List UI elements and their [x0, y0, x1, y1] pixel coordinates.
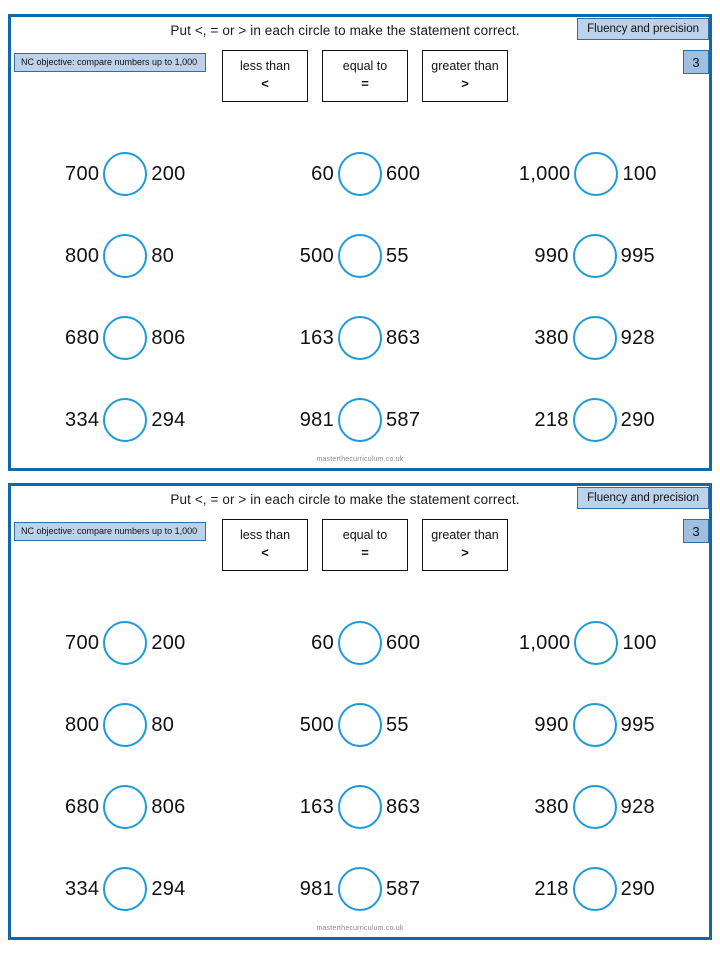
problem-cell: [21, 621, 256, 665]
key-box-label: equal to: [342, 59, 388, 73]
answer-circle[interactable]: [338, 234, 382, 278]
key-box-less-than: [222, 519, 308, 571]
left-number: 380: [534, 327, 569, 349]
answer-circle[interactable]: [574, 621, 618, 665]
problem-grid: [11, 115, 709, 461]
right-number: 863: [386, 327, 421, 349]
problem-cell: [468, 785, 699, 829]
left-number: 1,000: [518, 632, 571, 654]
right-number: 200: [151, 163, 186, 185]
left-number: 981: [299, 409, 334, 431]
problem-cell: [21, 398, 256, 442]
right-number: 995: [620, 714, 655, 736]
problem-cell: [256, 867, 469, 911]
right-number: 806: [151, 327, 186, 349]
answer-circle[interactable]: [103, 152, 147, 196]
greater-than-icon: >: [461, 76, 469, 92]
answer-circle[interactable]: [103, 398, 147, 442]
problem-cell: [21, 785, 256, 829]
left-number: 334: [65, 409, 100, 431]
answer-circle[interactable]: [338, 867, 382, 911]
problem-row: [21, 848, 699, 930]
answer-circle[interactable]: [103, 234, 147, 278]
left-number: 163: [299, 796, 334, 818]
problem-cell: [21, 703, 256, 747]
footer-watermark: masterthecurriculum.co.uk: [316, 925, 404, 932]
lesson-number-badge: 3: [683, 519, 709, 543]
problem-row: [21, 215, 699, 297]
left-number: 60: [311, 163, 334, 185]
right-number: 587: [386, 409, 421, 431]
worksheet-panel-2: [8, 483, 712, 940]
problem-row: [21, 684, 699, 766]
greater-than-icon: >: [461, 545, 469, 561]
key-box-less-than: [222, 50, 308, 102]
answer-circle[interactable]: [103, 621, 147, 665]
equals-icon: =: [361, 76, 369, 92]
left-number: 500: [299, 245, 334, 267]
problem-cell: [256, 398, 469, 442]
problem-row: [21, 297, 699, 379]
left-number: 500: [299, 714, 334, 736]
answer-circle[interactable]: [338, 621, 382, 665]
key-box-greater-than: [422, 50, 508, 102]
left-number: 218: [534, 409, 569, 431]
problem-cell: [468, 621, 699, 665]
left-number: 163: [299, 327, 334, 349]
problem-cell: [256, 785, 469, 829]
problem-cell: [21, 234, 256, 278]
left-number: 700: [65, 163, 100, 185]
problem-cell: [468, 398, 699, 442]
worksheet-panel-1: [8, 14, 712, 471]
problem-cell: [468, 316, 699, 360]
answer-circle[interactable]: [338, 703, 382, 747]
panel-header: [11, 17, 709, 115]
problem-cell: [256, 621, 469, 665]
right-number: 55: [386, 245, 409, 267]
left-number: 680: [65, 327, 100, 349]
right-number: 200: [151, 632, 186, 654]
less-than-icon: <: [261, 545, 269, 561]
right-number: 100: [622, 632, 657, 654]
fluency-and-precision-badge: Fluency and precision: [577, 18, 709, 40]
left-number: 981: [299, 878, 334, 900]
right-number: 928: [620, 327, 655, 349]
answer-circle[interactable]: [103, 316, 147, 360]
equals-icon: =: [361, 545, 369, 561]
comparison-key: [11, 519, 709, 571]
problem-cell: [21, 867, 256, 911]
problem-cell: [256, 316, 469, 360]
left-number: 800: [65, 714, 100, 736]
answer-circle[interactable]: [573, 398, 617, 442]
answer-circle[interactable]: [338, 398, 382, 442]
problem-grid: [11, 584, 709, 930]
answer-circle[interactable]: [573, 316, 617, 360]
key-box-label: greater than: [431, 528, 499, 542]
right-number: 290: [620, 409, 655, 431]
answer-circle[interactable]: [338, 785, 382, 829]
right-number: 294: [151, 409, 186, 431]
page-title: Put <, = or > in each circle to make the statement correct.: [170, 23, 520, 38]
nc-objective-badge: NC objective: compare numbers up to 1,000: [14, 522, 206, 541]
problem-cell: [468, 152, 699, 196]
lesson-number-badge: 3: [683, 50, 709, 74]
right-number: 80: [151, 714, 175, 736]
right-number: 587: [386, 878, 421, 900]
problem-cell: [468, 234, 699, 278]
panel-header: [11, 486, 709, 584]
right-number: 995: [620, 245, 655, 267]
answer-circle[interactable]: [338, 152, 382, 196]
fluency-and-precision-badge: Fluency and precision: [577, 487, 709, 509]
problem-row: [21, 602, 699, 684]
left-number: 990: [534, 714, 569, 736]
answer-circle[interactable]: [573, 785, 617, 829]
right-number: 600: [386, 163, 421, 185]
comparison-key: [11, 50, 709, 102]
problem-row: [21, 379, 699, 461]
problem-row: [21, 133, 699, 215]
right-number: 290: [620, 878, 655, 900]
answer-circle[interactable]: [573, 703, 617, 747]
left-number: 990: [534, 245, 569, 267]
problem-row: [21, 766, 699, 848]
left-number: 218: [534, 878, 569, 900]
right-number: 100: [622, 163, 657, 185]
key-box-equal-to: [322, 50, 408, 102]
problem-cell: [468, 867, 699, 911]
left-number: 334: [65, 878, 100, 900]
nc-objective-badge: NC objective: compare numbers up to 1,000: [14, 53, 206, 72]
key-box-label: less than: [239, 528, 291, 542]
problem-cell: [256, 234, 469, 278]
left-number: 380: [534, 796, 569, 818]
left-number: 60: [311, 632, 334, 654]
right-number: 294: [151, 878, 186, 900]
footer-watermark: masterthecurriculum.co.uk: [316, 456, 404, 463]
page-title: Put <, = or > in each circle to make the statement correct.: [170, 492, 520, 507]
answer-circle[interactable]: [338, 316, 382, 360]
problem-cell: [21, 316, 256, 360]
right-number: 928: [620, 796, 655, 818]
answer-circle[interactable]: [574, 152, 618, 196]
answer-circle[interactable]: [103, 785, 147, 829]
right-number: 600: [386, 632, 421, 654]
key-box-label: equal to: [342, 528, 388, 542]
answer-circle[interactable]: [573, 867, 617, 911]
left-number: 700: [65, 632, 100, 654]
answer-circle[interactable]: [103, 703, 147, 747]
right-number: 80: [151, 245, 175, 267]
problem-cell: [256, 703, 469, 747]
problem-cell: [468, 703, 699, 747]
right-number: 806: [151, 796, 186, 818]
left-number: 1,000: [518, 163, 571, 185]
right-number: 863: [386, 796, 421, 818]
key-box-label: less than: [239, 59, 291, 73]
left-number: 800: [65, 245, 100, 267]
key-box-label: greater than: [431, 59, 499, 73]
answer-circle[interactable]: [103, 867, 147, 911]
problem-cell: [21, 152, 256, 196]
less-than-icon: <: [261, 76, 269, 92]
right-number: 55: [386, 714, 409, 736]
answer-circle[interactable]: [573, 234, 617, 278]
key-box-greater-than: [422, 519, 508, 571]
problem-cell: [256, 152, 469, 196]
left-number: 680: [65, 796, 100, 818]
key-box-equal-to: [322, 519, 408, 571]
